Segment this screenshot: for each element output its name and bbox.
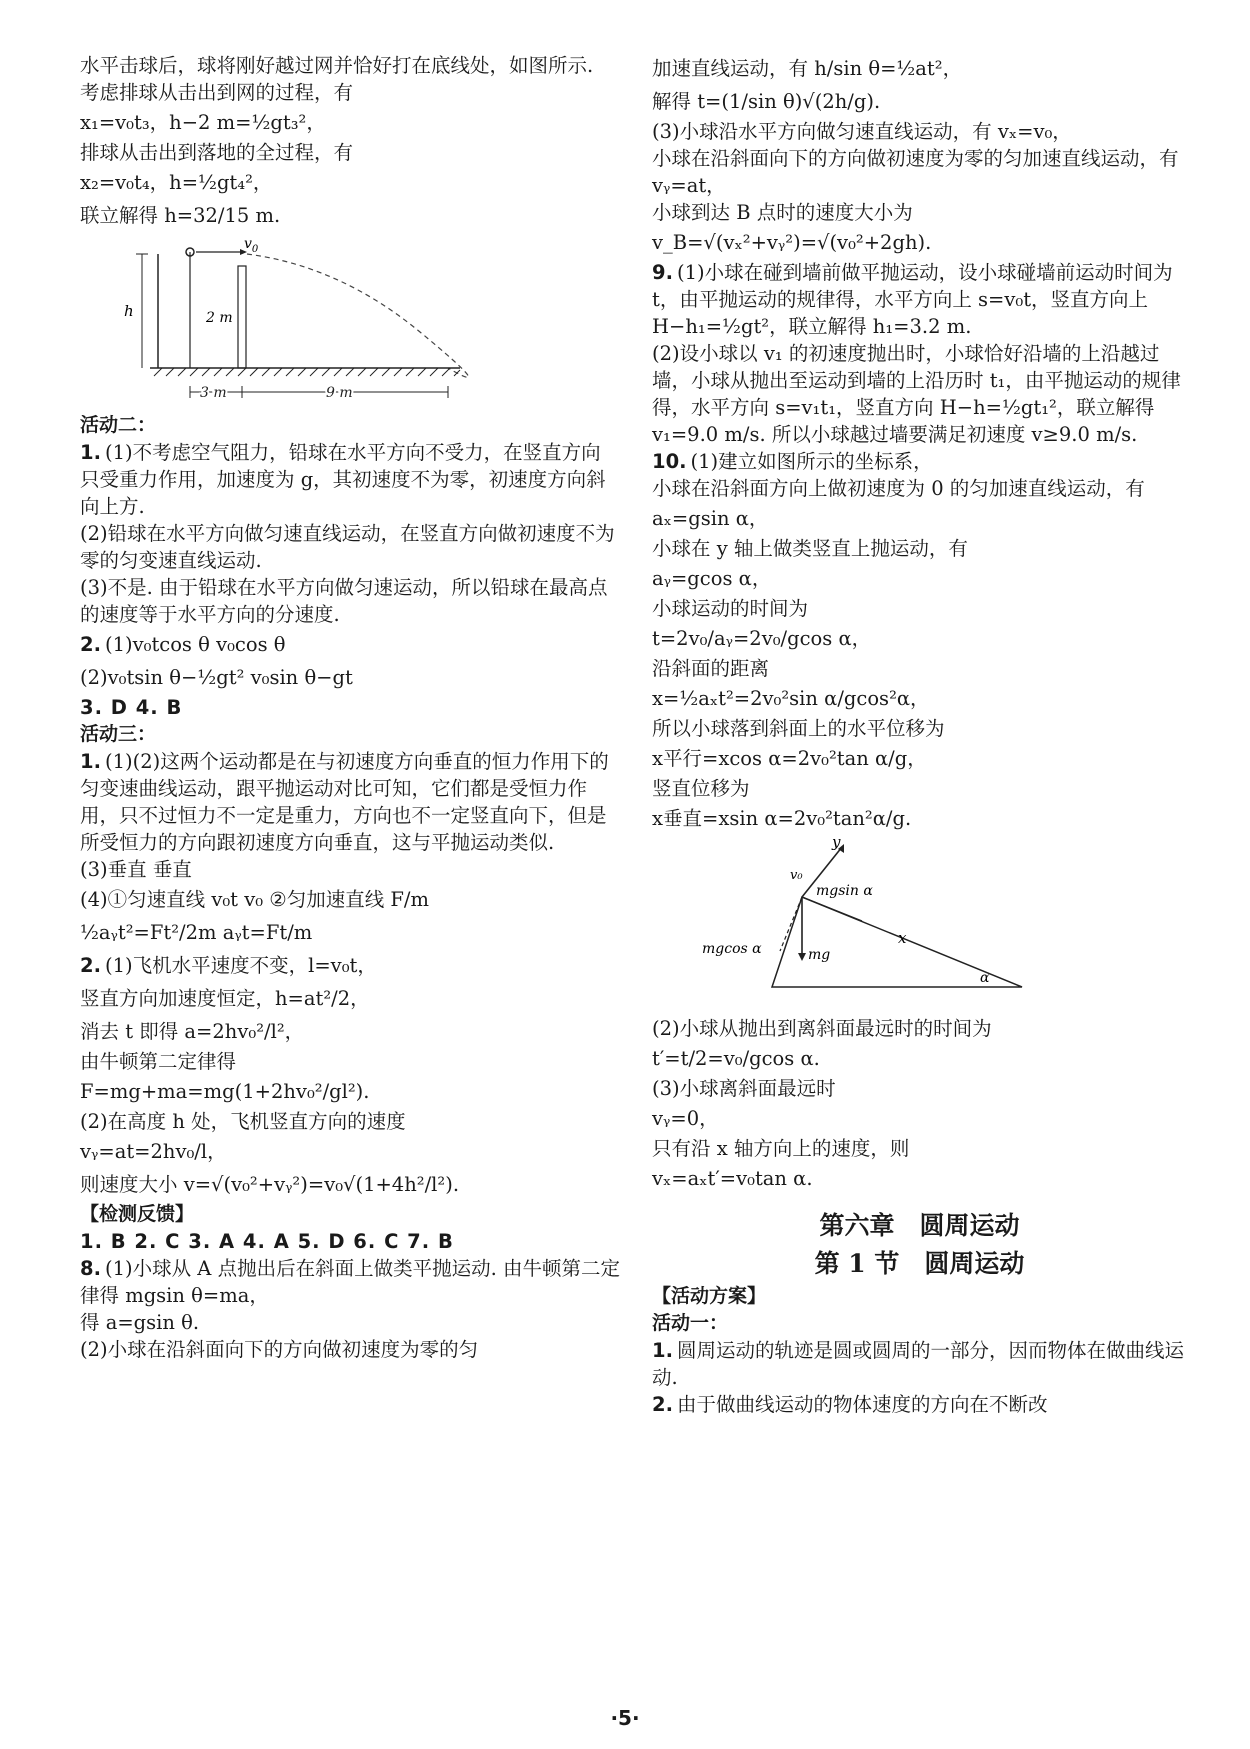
answer-item: (2)在高度 h 处，飞机竖直方向的速度 <box>80 1110 406 1133</box>
equation: t′=t/2=v₀/gcos α. <box>652 1047 820 1070</box>
v0-label: v₀ <box>790 868 803 883</box>
answer-item: (3)垂直 垂直 <box>80 858 192 881</box>
d2-label: 9 m <box>326 385 353 401</box>
equation: x垂直=xsin α=2v₀²tan²α/g. <box>652 807 912 830</box>
equation: x₂=v₀t₄，h=½gt₄²， <box>80 171 273 194</box>
equation: aₓ=gsin α， <box>652 507 769 530</box>
y-label: y <box>832 839 841 851</box>
choice-answers: 3. D 4. B <box>80 696 183 719</box>
answer-item: 消去 t 即得 a=2hv₀²/l²， <box>80 1020 305 1043</box>
equation: vₓ=aₓt′=v₀tan α. <box>652 1167 813 1190</box>
mgsin-arrow <box>802 897 862 921</box>
paragraph: 水平击球后，球将刚好越过网并恰好打在底线处，如图所示. <box>80 54 594 77</box>
trajectory-curve <box>247 254 468 377</box>
answer-item: 1. (1)(2)这两个运动都是在与初速度方向垂直的恒力作用下的匀变速曲线运动，跟平抛运动对比可知，它们都是受恒力作用，只不过恒力不一定是重力，方向也不一定竖直向下，但是所受恒力的方向跟初速度方向垂直，这与平抛运动类似. <box>80 750 609 854</box>
answer-item: 10. (1)建立如图所示的坐标系， <box>652 450 933 473</box>
feedback-answers: 1. B 2. C 3. A 4. A 5. D 6. C 7. B <box>80 1230 454 1253</box>
answer-item: 小球在 y 轴上做类竖直上抛运动，有 <box>652 537 968 560</box>
page-number: ·5· <box>610 1706 640 1730</box>
answer-item: 小球到达 B 点时的速度大小为 <box>652 201 913 224</box>
d1-label: 3 m <box>200 385 227 401</box>
activity-3-heading: 活动三： <box>80 723 157 745</box>
incline-force-figure <box>652 839 1032 1009</box>
v0-label: $v_0$ <box>244 236 259 255</box>
answer-item: 所以小球落到斜面上的水平位移为 <box>652 717 945 740</box>
mgcos-label: mgcos α <box>702 941 762 957</box>
answer-item: (2)v₀tsin θ−½gt² v₀sin θ−gt <box>80 666 353 689</box>
paragraph: 考虑排球从击出到网的过程，有 <box>80 81 354 104</box>
answer-item: (2)小球在沿斜面向下的方向做初速度为零的匀 <box>80 1338 479 1361</box>
net <box>238 266 246 368</box>
activity-1-heading: 活动一： <box>652 1312 729 1334</box>
left-column <box>80 52 620 1363</box>
mgcos-arrow <box>780 897 802 951</box>
equation: x平行=xcos α=2v₀²tan α/g， <box>652 747 927 770</box>
equation: aᵧ=gcos α， <box>652 567 772 590</box>
answer-item: vᵧ=at=2hv₀/l， <box>80 1140 227 1163</box>
answer-item: 小球在沿斜面方向上做初速度为 0 的匀加速直线运动，有 <box>652 477 1145 500</box>
answer-item: (4)①匀速直线 v₀t v₀ ②匀加速直线 F/m <box>80 888 429 911</box>
equation: v_B=√(vₓ²+vᵧ²)=√(v₀²+2gh). <box>652 231 932 254</box>
mg-label: mg <box>808 947 831 963</box>
answer-item: (3)小球离斜面最远时 <box>652 1077 836 1100</box>
answer-item: F=mg+ma=mg(1+2hv₀²/gl²). <box>80 1080 370 1103</box>
answer-item: 则速度大小 v=√(v₀²+vᵧ²)=v₀√(1+4h²/l²). <box>80 1173 460 1196</box>
answer-item: 1. 圆周运动的轨迹是圆或圆周的一部分，因而物体在做曲线运动. <box>652 1339 1184 1389</box>
answer-item: 小球在沿斜面向下的方向做初速度为零的匀加速直线运动，有 vᵧ=at， <box>652 147 1179 197</box>
paragraph: 排球从击出到落地的全过程，有 <box>80 141 354 164</box>
equation: 解得 t=(1/sin θ)√(2h/g). <box>652 90 881 113</box>
answer-item: 小球运动的时间为 <box>652 597 809 620</box>
answer-item: (2)设小球以 v₁ 的初速度抛出时，小球恰好沿墙的上沿越过墙，小球从抛出至运动到墙的上沿历时 t₁，由平抛运动的规律得，水平方向 s=v₁t₁，竖直方向 H−h=½gt₁²，联立解得 v₁=9.0 m/s. 所以小球越过墙要满足初速度 v≥9.0 m/s. <box>652 342 1181 446</box>
volleyball-trajectory-figure <box>80 236 500 406</box>
equation: 联立解得 h=32/15 m. <box>80 204 281 227</box>
answer-item: 2. (1)飞机水平速度不变，l=v₀t， <box>80 954 377 977</box>
h-label: h <box>124 302 134 320</box>
equation: x=½aₓt²=2v₀²sin α/gcos²α， <box>652 687 930 710</box>
answer-item: (2)铅球在水平方向做匀速直线运动，在竖直方向做初速度不为零的匀变速直线运动. <box>80 522 615 572</box>
right-column <box>652 52 1187 1418</box>
answer-item: ½aᵧt²=Ft²/2m aᵧt=Ft/m <box>80 921 313 944</box>
section-title: 第 1 节 圆周运动 <box>814 1249 1025 1278</box>
answer-item: 9. (1)小球在碰到墙前做平抛运动，设小球碰墙前运动时间为 t，由平抛运动的规律得，水平方向上 s=v₀t，竖直方向上 H−h₁=½gt²，联立解得 h₁=3.2 m. <box>652 261 1173 338</box>
activity-2-heading: 活动二： <box>80 414 157 436</box>
equation: t=2v₀/aᵧ=2v₀/gcos α， <box>652 627 872 650</box>
answer-item: 竖直方向加速度恒定，h=at²/2， <box>80 987 370 1010</box>
equation: 加速直线运动，有 h/sin θ=½at²， <box>652 57 963 80</box>
answer-item: 2. 由于做曲线运动的物体速度的方向在不断改 <box>652 1393 1048 1416</box>
plan-heading: 【活动方案】 <box>652 1285 767 1307</box>
answer-item: 1. (1)不考虑空气阻力，铅球在水平方向不受力，在竖直方向只受重力作用，加速度为 g，其初速度不为零，初速度方向斜向上方. <box>80 441 606 518</box>
answer-item: (3)不是. 由于铅球在水平方向做匀速运动，所以铅球在最高点的速度等于水平方向的分速度. <box>80 576 608 626</box>
feedback-heading: 【检测反馈】 <box>80 1203 195 1225</box>
answer-item: 8. (1)小球从 A 点抛出后在斜面上做类平抛运动. 由牛顿第二定律得 mgsin θ=ma， <box>80 1257 620 1307</box>
answer-item: 由牛顿第二定律得 <box>80 1050 237 1073</box>
answer-item: 只有沿 x 轴方向上的速度，则 <box>652 1137 910 1160</box>
answer-item: 竖直位移为 <box>652 777 750 800</box>
alpha-label: α <box>980 970 990 986</box>
answer-item: 沿斜面的距离 <box>652 657 770 680</box>
net-height-label: 2 m <box>206 310 233 326</box>
equation: vᵧ=0， <box>652 1107 719 1130</box>
chapter-title: 第六章 圆周运动 <box>819 1211 1020 1240</box>
answer-item: (3)小球沿水平方向做匀速直线运动，有 vₓ=v₀， <box>652 120 1072 143</box>
answer-item: 得 a=gsin θ. <box>80 1311 200 1334</box>
equation: x₁=v₀t₃，h−2 m=½gt₃²， <box>80 111 326 134</box>
x-label: x <box>898 929 907 947</box>
mgsin-label: mgsin α <box>816 883 873 899</box>
answer-item: 2. (1)v₀tcos θ v₀cos θ <box>80 633 286 656</box>
answer-item: (2)小球从抛出到离斜面最远时的时间为 <box>652 1017 992 1040</box>
